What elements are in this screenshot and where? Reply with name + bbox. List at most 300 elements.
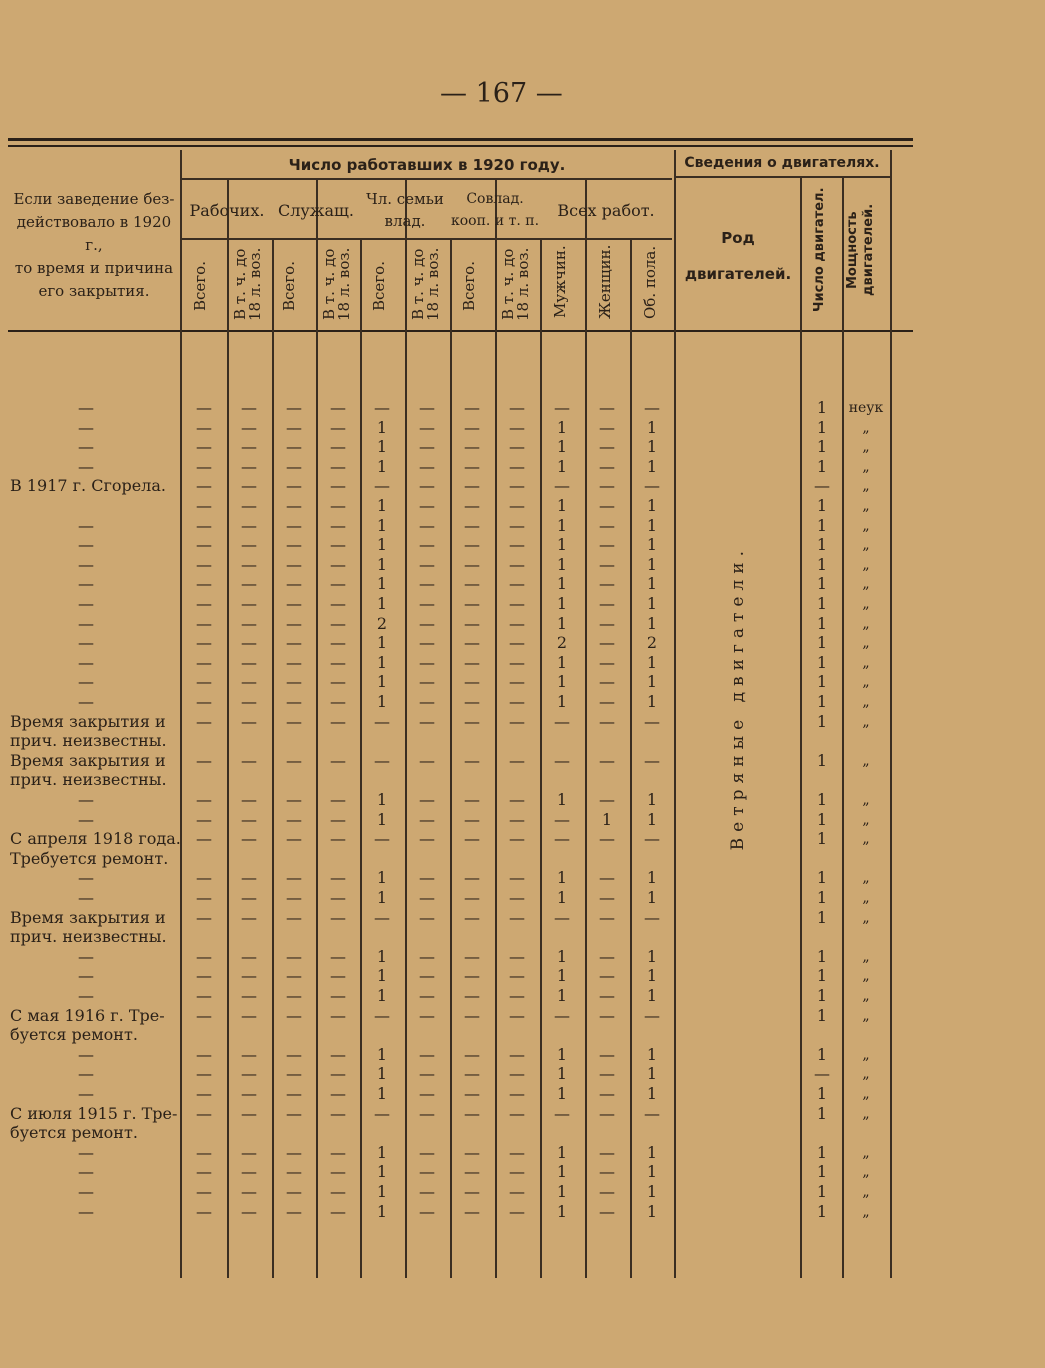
table-row bbox=[8, 672, 898, 692]
both-header: Об. пола. bbox=[641, 245, 659, 319]
value-cell: — bbox=[644, 476, 660, 496]
remark-cell: — bbox=[78, 554, 94, 574]
value-cell: — bbox=[286, 1182, 302, 1201]
value-cell: — bbox=[509, 1103, 525, 1123]
remark-cell: — bbox=[78, 946, 94, 966]
value-cell: — bbox=[330, 966, 346, 986]
engine-count-cell: 1 bbox=[816, 966, 828, 986]
value-cell: 1 bbox=[556, 417, 568, 437]
table-row bbox=[8, 1025, 898, 1045]
remark-cell: — bbox=[78, 1201, 94, 1221]
remark-cell: С мая 1916 г. Тре- bbox=[10, 1005, 165, 1025]
engine-count-cell: 1 bbox=[816, 613, 828, 633]
value-cell: 1 bbox=[556, 515, 568, 535]
value-cell: — bbox=[286, 888, 302, 907]
value-cell: 1 bbox=[646, 672, 658, 692]
value-cell: 1 bbox=[646, 613, 658, 633]
value-cell: 1 bbox=[556, 1182, 568, 1201]
value-cell: — bbox=[286, 437, 302, 457]
remark-cell: — bbox=[78, 633, 94, 653]
remark-cell: — bbox=[78, 594, 94, 613]
value-cell: — bbox=[241, 750, 257, 770]
remark-cell: — bbox=[78, 574, 94, 594]
value-cell: — bbox=[330, 1162, 346, 1182]
value-cell: — bbox=[464, 613, 480, 633]
value-cell: — bbox=[419, 750, 435, 770]
value-cell: — bbox=[509, 456, 525, 476]
table-row bbox=[8, 1104, 898, 1124]
value-cell: — bbox=[286, 1142, 302, 1162]
value-cell: — bbox=[419, 476, 435, 496]
value-cell: — bbox=[196, 476, 212, 496]
remark-cell: — bbox=[78, 1064, 94, 1084]
value-cell: 1 bbox=[646, 456, 658, 476]
remark-cell: — bbox=[78, 437, 94, 457]
value-cell: — bbox=[419, 692, 435, 711]
value-cell: — bbox=[330, 1084, 346, 1103]
table-row bbox=[8, 633, 898, 653]
value-cell: — bbox=[554, 476, 570, 496]
value-cell: — bbox=[509, 809, 525, 829]
value-cell: — bbox=[196, 456, 212, 476]
value-cell: 1 bbox=[376, 594, 388, 613]
value-cell: — bbox=[286, 574, 302, 594]
value-cell: — bbox=[196, 633, 212, 653]
value-cell: 1 bbox=[556, 594, 568, 613]
value-cell: — bbox=[509, 554, 525, 574]
value-cell: — bbox=[554, 809, 570, 829]
value-cell: — bbox=[419, 398, 435, 417]
value-cell: — bbox=[196, 809, 212, 829]
value-cell: — bbox=[330, 986, 346, 1005]
value-cell: — bbox=[644, 907, 660, 927]
women-header: Женщин. bbox=[596, 244, 614, 320]
value-cell: 1 bbox=[376, 1084, 388, 1103]
value-cell: — bbox=[419, 986, 435, 1005]
value-cell: 1 bbox=[556, 554, 568, 574]
value-cell: — bbox=[330, 554, 346, 574]
value-cell: — bbox=[241, 1201, 257, 1221]
value-cell: — bbox=[599, 946, 615, 966]
value-cell: — bbox=[286, 1084, 302, 1103]
table-row bbox=[8, 555, 898, 575]
value-cell: — bbox=[286, 1201, 302, 1221]
engine-count-cell: — bbox=[814, 1064, 830, 1084]
value-cell: — bbox=[286, 946, 302, 966]
value-cell: — bbox=[464, 437, 480, 457]
value-cell: — bbox=[286, 515, 302, 535]
table-row bbox=[8, 770, 898, 790]
value-cell: — bbox=[509, 888, 525, 907]
engine-power-cell: „ bbox=[862, 1144, 870, 1161]
value-cell: — bbox=[509, 594, 525, 613]
table-row bbox=[8, 692, 898, 712]
engine-count-cell: — bbox=[814, 476, 830, 496]
value-cell: — bbox=[286, 907, 302, 927]
engine-count-cell: 1 bbox=[816, 437, 828, 457]
value-cell: 1 bbox=[646, 417, 658, 437]
value-cell: — bbox=[196, 1182, 212, 1201]
value-cell: — bbox=[241, 496, 257, 515]
value-cell: — bbox=[464, 515, 480, 535]
value-cell: 1 bbox=[376, 809, 388, 829]
value-cell: — bbox=[241, 437, 257, 457]
remark-cell: — bbox=[78, 398, 94, 417]
engine-count-cell: 1 bbox=[816, 1044, 828, 1064]
value-cell: 1 bbox=[556, 456, 568, 476]
engine-power-cell: „ bbox=[862, 1007, 870, 1024]
value-cell: — bbox=[509, 535, 525, 555]
engine-count-cell: 1 bbox=[816, 888, 828, 907]
value-cell: — bbox=[330, 515, 346, 535]
value-cell: — bbox=[241, 633, 257, 653]
value-cell: 1 bbox=[646, 1162, 658, 1182]
value-cell: — bbox=[464, 594, 480, 613]
engine-power-cell: „ bbox=[862, 576, 870, 593]
value-cell: — bbox=[330, 496, 346, 515]
value-cell: 1 bbox=[376, 1182, 388, 1201]
value-cell: — bbox=[464, 1005, 480, 1025]
value-cell: — bbox=[330, 907, 346, 927]
value-cell: — bbox=[599, 456, 615, 476]
remark-cell: Время закрытия и bbox=[10, 711, 166, 731]
engine-count-cell: 1 bbox=[816, 672, 828, 692]
value-cell: 1 bbox=[376, 437, 388, 457]
engine-power-cell: „ bbox=[862, 1066, 870, 1083]
remark-cell: В 1917 г. Сгорела. bbox=[10, 476, 166, 496]
remark-cell: — bbox=[78, 888, 94, 907]
value-cell: — bbox=[241, 790, 257, 809]
value-cell: — bbox=[241, 554, 257, 574]
engine-power-cell: неук bbox=[848, 400, 884, 416]
table-row bbox=[8, 496, 898, 516]
engine-count-cell: 1 bbox=[816, 1084, 828, 1103]
engine-power-cell: „ bbox=[862, 439, 870, 456]
engine-power-cell: „ bbox=[862, 890, 870, 906]
value-cell: — bbox=[464, 1103, 480, 1123]
engine-power-cell: „ bbox=[862, 498, 870, 514]
value-cell: — bbox=[330, 456, 346, 476]
value-cell: — bbox=[286, 594, 302, 613]
value-cell: — bbox=[599, 1142, 615, 1162]
value-cell: — bbox=[509, 1142, 525, 1162]
value-cell: — bbox=[330, 1182, 346, 1201]
value-cell: — bbox=[374, 476, 390, 496]
value-cell: — bbox=[241, 1103, 257, 1123]
table-row bbox=[8, 712, 898, 732]
value-cell: — bbox=[241, 1044, 257, 1064]
value-cell: — bbox=[374, 750, 390, 770]
engine-count-cell: 1 bbox=[816, 986, 828, 1005]
value-cell: — bbox=[330, 809, 346, 829]
value-cell: — bbox=[599, 515, 615, 535]
value-cell: — bbox=[509, 986, 525, 1005]
value-cell: 1 bbox=[646, 1201, 658, 1221]
value-cell: — bbox=[241, 515, 257, 535]
value-cell: — bbox=[509, 868, 525, 888]
remark-cell: прич. неизвестны. bbox=[10, 731, 167, 751]
value-cell: 1 bbox=[646, 868, 658, 888]
engine-count-cell: 1 bbox=[816, 594, 828, 613]
table-row bbox=[8, 614, 898, 634]
engine-count-cell: 1 bbox=[816, 456, 828, 476]
value-cell: — bbox=[644, 398, 660, 417]
engine-power-header: Мощность двигателей. bbox=[845, 203, 876, 297]
value-cell: — bbox=[464, 1084, 480, 1103]
engine-power-cell: „ bbox=[862, 1105, 870, 1122]
all-workers-header: Всех работ. bbox=[557, 201, 655, 220]
value-cell: — bbox=[286, 417, 302, 437]
table-row bbox=[8, 947, 898, 967]
remark-cell: — bbox=[78, 1084, 94, 1103]
clerks-total-header: Всего. bbox=[280, 261, 298, 311]
value-cell: — bbox=[464, 1064, 480, 1084]
value-cell: — bbox=[599, 868, 615, 888]
value-cell: — bbox=[509, 398, 525, 417]
value-cell: — bbox=[286, 790, 302, 809]
value-cell: 1 bbox=[646, 1044, 658, 1064]
value-cell: 1 bbox=[376, 1064, 388, 1084]
value-cell: — bbox=[464, 1162, 480, 1182]
value-cell: — bbox=[464, 417, 480, 437]
value-cell: — bbox=[509, 1162, 525, 1182]
value-cell: — bbox=[509, 652, 525, 672]
value-cell: — bbox=[554, 1005, 570, 1025]
value-cell: — bbox=[374, 907, 390, 927]
value-cell: — bbox=[509, 711, 525, 731]
engines-group-header: Сведения о двигателях. bbox=[684, 155, 880, 171]
value-cell: 1 bbox=[646, 594, 658, 613]
coowners-under18-header: В т. ч. до 18 л. воз. bbox=[499, 247, 532, 321]
value-cell: — bbox=[464, 868, 480, 888]
value-cell: — bbox=[241, 711, 257, 731]
value-cell: — bbox=[241, 809, 257, 829]
value-cell: — bbox=[419, 1182, 435, 1201]
value-cell: 1 bbox=[376, 888, 388, 907]
engine-power-cell: „ bbox=[862, 419, 870, 436]
table-row bbox=[8, 457, 898, 477]
value-cell: — bbox=[196, 535, 212, 555]
value-cell: — bbox=[241, 868, 257, 888]
value-cell: — bbox=[241, 652, 257, 672]
value-cell: — bbox=[196, 1044, 212, 1064]
value-cell: 1 bbox=[646, 437, 658, 457]
page-number: — 167 — bbox=[440, 78, 563, 109]
value-cell: — bbox=[599, 692, 615, 711]
value-cell: — bbox=[599, 652, 615, 672]
table-row bbox=[8, 790, 898, 810]
value-cell: — bbox=[464, 888, 480, 907]
value-cell: 1 bbox=[556, 1044, 568, 1064]
value-cell: — bbox=[196, 907, 212, 927]
value-cell: — bbox=[509, 829, 525, 849]
engine-type-value: Ветряные двигатели. bbox=[728, 545, 748, 851]
value-cell: — bbox=[196, 1005, 212, 1025]
value-cell: — bbox=[241, 966, 257, 986]
value-cell: — bbox=[196, 750, 212, 770]
value-cell: — bbox=[286, 868, 302, 888]
value-cell: — bbox=[330, 888, 346, 907]
value-cell: — bbox=[599, 574, 615, 594]
engine-power-cell: „ bbox=[862, 870, 870, 887]
value-cell: — bbox=[330, 672, 346, 692]
value-cell: — bbox=[286, 496, 302, 515]
value-cell: — bbox=[286, 652, 302, 672]
engine-count-cell: 1 bbox=[816, 633, 828, 653]
workers-total-header: Всего. bbox=[191, 261, 209, 311]
remark-cell: — bbox=[78, 535, 94, 555]
table-row bbox=[8, 751, 898, 771]
value-cell: 1 bbox=[646, 1142, 658, 1162]
value-cell: — bbox=[286, 692, 302, 711]
value-cell: — bbox=[196, 613, 212, 633]
coowners-header: Совлад. кооп. и т. п. bbox=[450, 191, 540, 229]
header-bottom-rule bbox=[8, 330, 913, 332]
value-cell: — bbox=[419, 1142, 435, 1162]
remark-cell: С июля 1915 г. Тре- bbox=[10, 1103, 178, 1123]
value-cell: — bbox=[644, 711, 660, 731]
value-cell: — bbox=[330, 711, 346, 731]
remark-cell: — bbox=[78, 456, 94, 476]
value-cell: — bbox=[464, 1044, 480, 1064]
value-cell: — bbox=[196, 496, 212, 515]
value-cell: — bbox=[241, 888, 257, 907]
remark-cell: прич. неизвестны. bbox=[10, 927, 167, 947]
engine-count-cell: 1 bbox=[816, 417, 828, 437]
value-cell: 1 bbox=[556, 868, 568, 888]
value-cell: — bbox=[196, 790, 212, 809]
value-cell: — bbox=[599, 888, 615, 907]
table-row bbox=[8, 653, 898, 673]
value-cell: 1 bbox=[376, 633, 388, 653]
engine-count-cell: 1 bbox=[816, 868, 828, 888]
remark-cell: — bbox=[78, 515, 94, 535]
value-cell: — bbox=[241, 1084, 257, 1103]
engine-power-cell: „ bbox=[862, 517, 870, 534]
value-cell: 1 bbox=[646, 986, 658, 1005]
engine-count-cell: 1 bbox=[816, 711, 828, 731]
value-cell: — bbox=[464, 829, 480, 849]
table-row bbox=[8, 535, 898, 555]
remark-cell: — bbox=[78, 1162, 94, 1182]
value-cell: — bbox=[330, 613, 346, 633]
table-row bbox=[8, 888, 898, 908]
clerks-header: Служащ. bbox=[277, 201, 355, 220]
value-cell: — bbox=[464, 535, 480, 555]
remark-cell: — bbox=[78, 809, 94, 829]
value-cell: — bbox=[509, 1005, 525, 1025]
value-cell: — bbox=[286, 476, 302, 496]
value-cell: — bbox=[419, 652, 435, 672]
value-cell: — bbox=[330, 1142, 346, 1162]
value-cell: — bbox=[286, 613, 302, 633]
value-cell: — bbox=[241, 692, 257, 711]
value-cell: — bbox=[196, 1162, 212, 1182]
table-row bbox=[8, 398, 898, 418]
value-cell: — bbox=[196, 515, 212, 535]
table-row bbox=[8, 594, 898, 614]
value-cell: — bbox=[419, 829, 435, 849]
engine-count-cell: 1 bbox=[816, 1201, 828, 1221]
remark-cell: — bbox=[78, 1142, 94, 1162]
value-cell: — bbox=[644, 829, 660, 849]
value-cell: 1 bbox=[556, 672, 568, 692]
value-cell: — bbox=[196, 1084, 212, 1103]
value-cell: 1 bbox=[376, 515, 388, 535]
value-cell: — bbox=[196, 692, 212, 711]
remark-cell: — bbox=[78, 986, 94, 1005]
value-cell: — bbox=[464, 790, 480, 809]
value-cell: 1 bbox=[556, 437, 568, 457]
engine-count-cell: 1 bbox=[816, 496, 828, 515]
workers-group-header: Число работавших в 1920 году. bbox=[288, 156, 566, 174]
value-cell: — bbox=[241, 1182, 257, 1201]
engine-power-cell: „ bbox=[862, 1184, 870, 1200]
value-cell: 1 bbox=[556, 535, 568, 555]
engine-count-cell: 1 bbox=[816, 574, 828, 594]
remark-cell: буется ремонт. bbox=[10, 1025, 138, 1045]
value-cell: — bbox=[464, 476, 480, 496]
value-cell: 1 bbox=[646, 496, 658, 515]
table-row bbox=[8, 476, 898, 496]
value-cell: 1 bbox=[556, 652, 568, 672]
value-cell: — bbox=[419, 672, 435, 692]
value-cell: — bbox=[196, 711, 212, 731]
value-cell: 1 bbox=[646, 535, 658, 555]
value-cell: 1 bbox=[646, 652, 658, 672]
value-cell: 1 bbox=[376, 535, 388, 555]
engines-header-rule bbox=[674, 176, 890, 178]
value-cell: — bbox=[286, 1044, 302, 1064]
remark-cell: — bbox=[78, 672, 94, 692]
value-cell: — bbox=[554, 907, 570, 927]
table-row bbox=[8, 810, 898, 830]
value-cell: 1 bbox=[646, 554, 658, 574]
value-cell: — bbox=[196, 986, 212, 1005]
value-cell: — bbox=[286, 1162, 302, 1182]
value-cell: — bbox=[419, 535, 435, 555]
value-cell: — bbox=[330, 633, 346, 653]
value-cell: — bbox=[599, 633, 615, 653]
engine-power-cell: „ bbox=[862, 1203, 870, 1220]
value-cell: 1 bbox=[646, 1182, 658, 1201]
value-cell: — bbox=[599, 1005, 615, 1025]
value-cell: — bbox=[196, 398, 212, 417]
value-cell: — bbox=[241, 829, 257, 849]
value-cell: — bbox=[599, 594, 615, 613]
value-cell: 1 bbox=[376, 652, 388, 672]
value-cell: — bbox=[196, 966, 212, 986]
value-cell: — bbox=[599, 1084, 615, 1103]
top-rule bbox=[8, 138, 913, 141]
value-cell: — bbox=[554, 829, 570, 849]
value-cell: — bbox=[286, 554, 302, 574]
value-cell: — bbox=[419, 790, 435, 809]
table-row bbox=[8, 516, 898, 536]
value-cell: — bbox=[509, 966, 525, 986]
value-cell: — bbox=[330, 652, 346, 672]
value-cell: — bbox=[330, 750, 346, 770]
remark-cell: — bbox=[78, 790, 94, 809]
value-cell: 1 bbox=[556, 692, 568, 711]
value-cell: — bbox=[241, 594, 257, 613]
value-cell: — bbox=[286, 398, 302, 417]
remark-cell: — bbox=[78, 1182, 94, 1201]
engine-count-cell: 1 bbox=[816, 1162, 828, 1182]
engine-power-cell: „ bbox=[862, 615, 870, 632]
value-cell: — bbox=[241, 1005, 257, 1025]
engine-count-cell: 1 bbox=[816, 515, 828, 535]
